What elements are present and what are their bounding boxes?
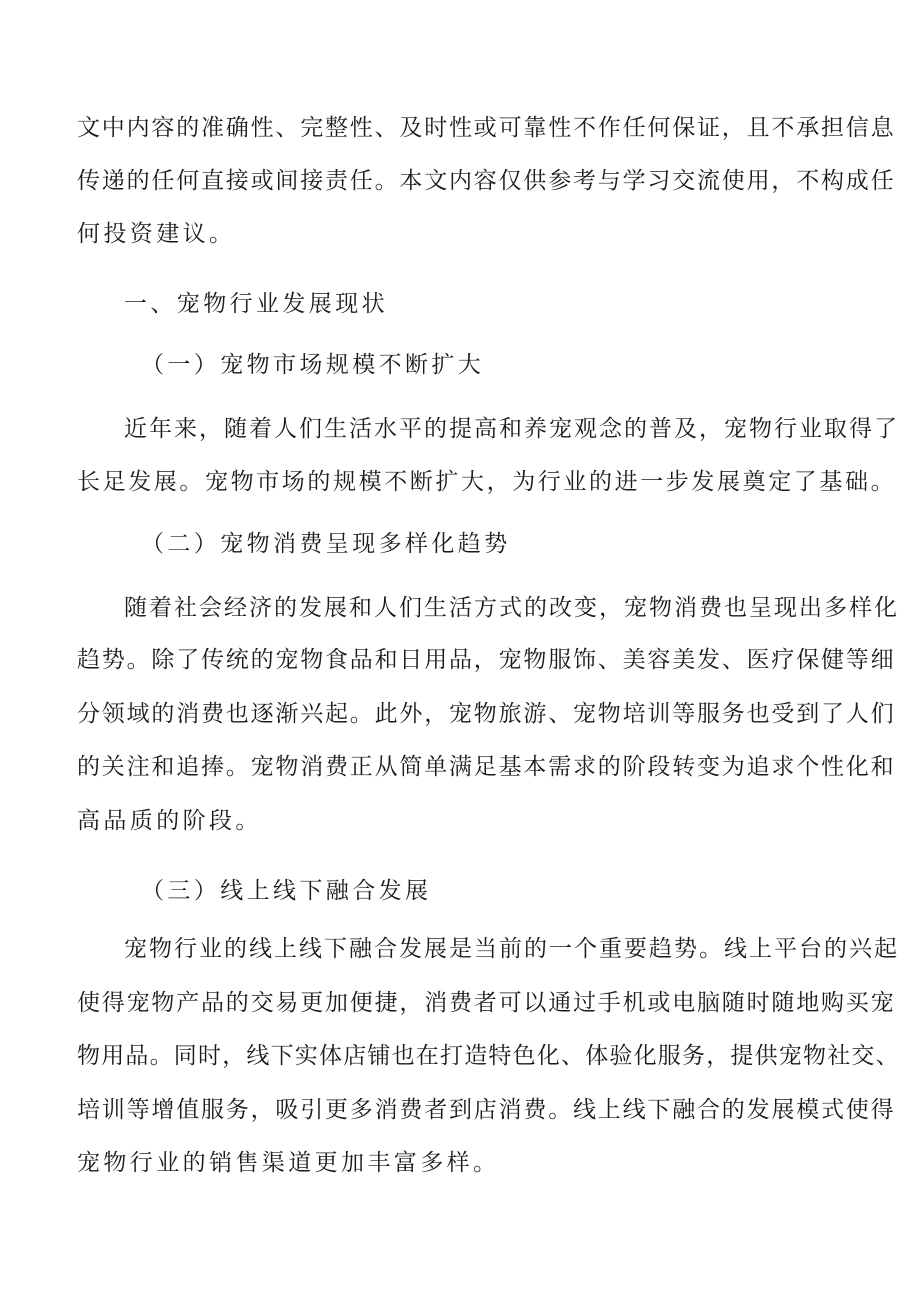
paragraph-line: 培训等增值服务，吸引更多消费者到店消费。线上线下融合的发展模式使得 — [77, 1097, 896, 1123]
section-heading: 一、宠物行业发展现状 — [124, 291, 388, 317]
paragraph-line: 长足发展。宠物市场的规模不断扩大，为行业的进一步发展奠定了基础。 — [77, 469, 897, 495]
paragraph-line: 的关注和追捧。宠物消费正从简单满足基本需求的阶段转变为追求个性化和 — [77, 754, 896, 780]
paragraph-line: 宠物行业的销售渠道更加丰富多样。 — [77, 1150, 500, 1176]
paragraph-line: 宠物行业的线上线下融合发展是当前的一个重要趋势。线上平台的兴起 — [124, 936, 899, 962]
paragraph-line: 使得宠物产品的交易更加便捷，消费者可以通过手机或电脑随时随地购买宠 — [77, 990, 896, 1016]
subsection-heading: （二）宠物消费呈现多样化趋势 — [141, 531, 511, 557]
paragraph-line: 趋势。除了传统的宠物食品和日用品，宠物服饰、美容美发、医疗保健等细 — [77, 647, 896, 673]
subsection-heading: （一）宠物市场规模不断扩大 — [141, 352, 485, 378]
paragraph-line: 高品质的阶段。 — [77, 808, 262, 834]
subsection-heading: （三）线上线下融合发展 — [141, 878, 432, 904]
paragraph-line: 物用品。同时，线下实体店铺也在打造特色化、体验化服务，提供宠物社交、 — [77, 1043, 900, 1069]
intro-line: 何投资建议。 — [77, 221, 236, 247]
paragraph-line: 分领域的消费也逐渐兴起。此外，宠物旅游、宠物培训等服务也受到了人们 — [77, 701, 896, 727]
paragraph-line: 随着社会经济的发展和人们生活方式的改变，宠物消费也呈现出多样化 — [124, 595, 899, 621]
intro-line: 文中内容的准确性、完整性、及时性或可靠性不作任何保证，且不承担信息 — [77, 115, 896, 141]
paragraph-line: 近年来，随着人们生活水平的提高和养宠观念的普及，宠物行业取得了 — [124, 416, 899, 442]
intro-line: 传递的任何直接或间接责任。本文内容仅供参考与学习交流使用，不构成任 — [77, 168, 896, 194]
